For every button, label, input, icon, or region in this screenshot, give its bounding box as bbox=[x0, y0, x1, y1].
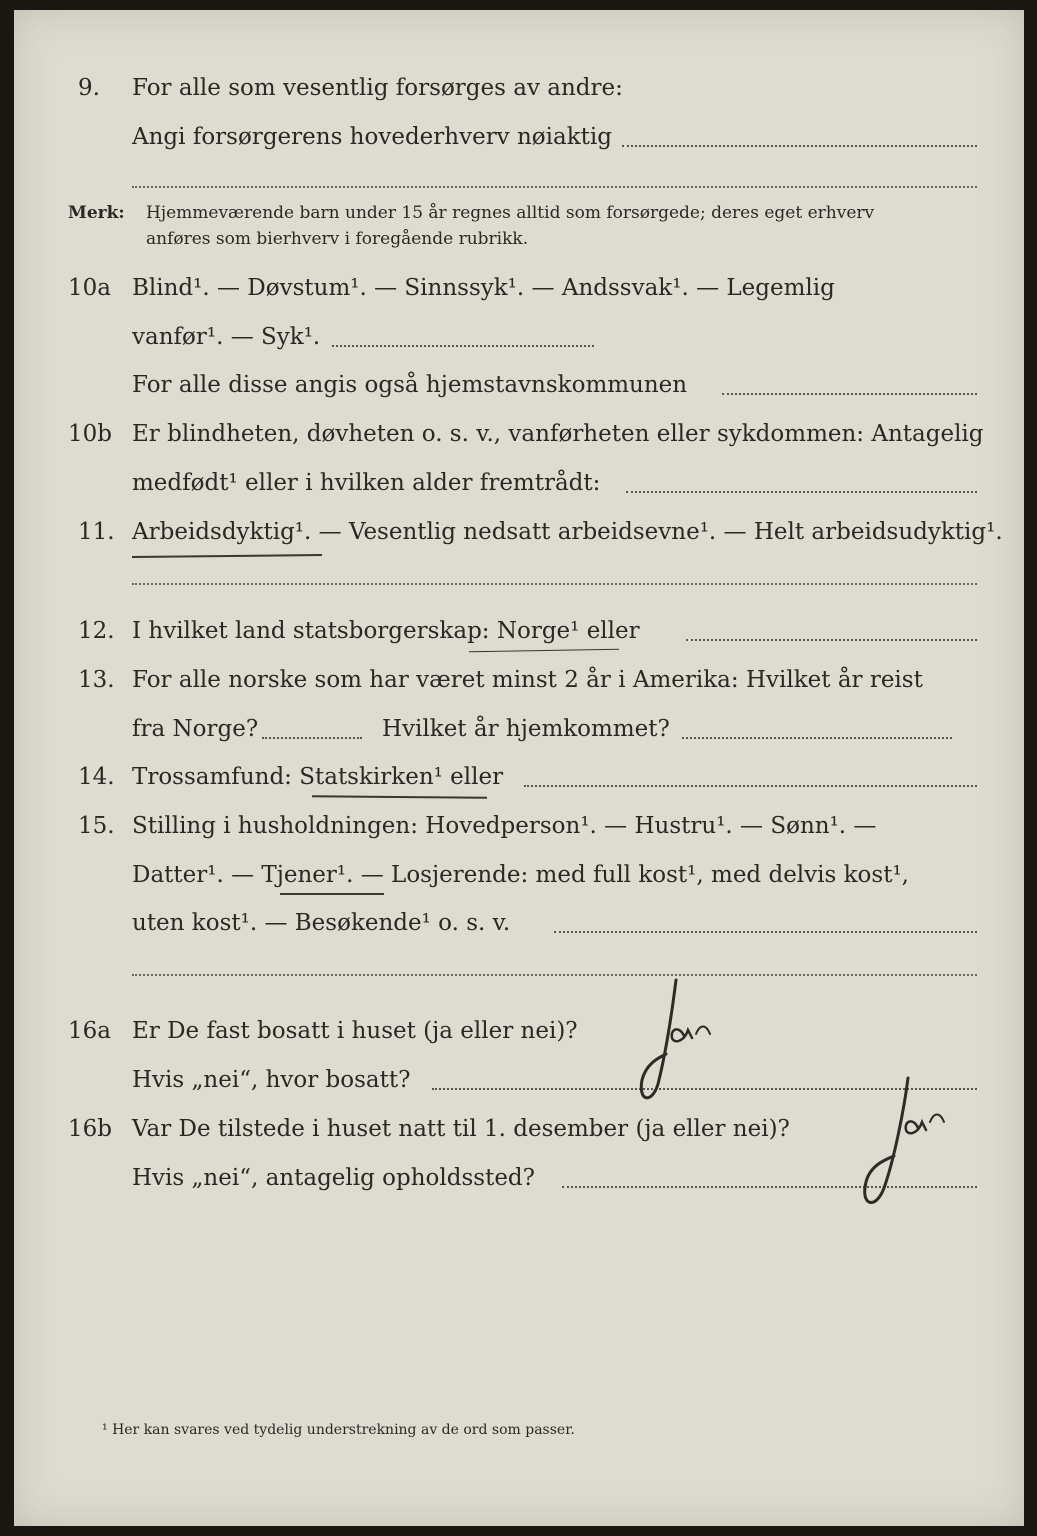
q10b-text2: medfødt¹ eller i hvilken alder fremtrådt: bbox=[132, 470, 601, 496]
q13-return-year-field[interactable] bbox=[682, 737, 952, 739]
q9-occupation-label: Angi forsørgerens hovederhverv nøiaktig bbox=[132, 124, 612, 150]
q10a-sick-field[interactable] bbox=[332, 345, 594, 347]
q16b-handwritten-answer bbox=[834, 1070, 964, 1220]
q11-handwritten-underline bbox=[132, 554, 322, 558]
merk-label: Merk: bbox=[68, 203, 125, 223]
q10a-number: 10a bbox=[68, 275, 111, 301]
footnote: ¹ Her kan svares ved tydelig understrekning av de ord som passer. bbox=[102, 1422, 575, 1438]
q11-text: Arbeidsdyktig¹. — Vesentlig nedsatt arbeidsevne¹. — Helt arbeidsudyktig¹. bbox=[132, 519, 1003, 545]
q11-extra-line[interactable] bbox=[132, 583, 977, 585]
q13-number: 13. bbox=[78, 667, 115, 693]
q15-extra-line[interactable] bbox=[132, 974, 977, 976]
q16b-number: 16b bbox=[68, 1116, 112, 1142]
q10a-text2: vanfør¹. — Syk¹. bbox=[132, 324, 321, 350]
q10a-text1: Blind¹. — Døvstum¹. — Sinnssyk¹. — Andssvak¹. — Legemlig bbox=[132, 275, 835, 301]
q12-text: I hvilket land statsborgerskap: Norge¹ eller bbox=[132, 618, 640, 644]
q9-occupation-field[interactable] bbox=[622, 145, 977, 147]
merk-text2: anføres som bierhverv i foregående rubrikk. bbox=[146, 229, 529, 249]
q13-text1: For alle norske som har været minst 2 år i Amerika: Hvilket år reist bbox=[132, 667, 923, 693]
q16a-text1: Er De fast bosatt i huset (ja eller nei)? bbox=[132, 1018, 578, 1044]
q9-text: For alle som vesentlig forsørges av andre: bbox=[132, 75, 623, 101]
q16b-text1: Var De tilstede i huset natt til 1. desember (ja eller nei)? bbox=[132, 1116, 790, 1142]
q16a-answer-text bbox=[664, 1015, 724, 1045]
q13-text2a: fra Norge? bbox=[132, 716, 259, 742]
q9-number: 9. bbox=[78, 75, 100, 101]
q12-country-field[interactable] bbox=[686, 639, 977, 641]
q13-handwritten-mark bbox=[469, 649, 619, 653]
q14-text: Trossamfund: Statskirken¹ eller bbox=[132, 764, 504, 790]
q10b-text1: Er blindheten, døvheten o. s. v., vanførheten eller sykdommen: Antagelig bbox=[132, 421, 984, 447]
q10a-text3: For alle disse angis også hjemstavnskommunen bbox=[132, 372, 688, 398]
merk-text1: Hjemmeværende barn under 15 år regnes alltid som forsørgede; deres eget erhverv bbox=[146, 203, 875, 223]
q13-departure-year-field[interactable] bbox=[262, 737, 362, 739]
q14-number: 14. bbox=[78, 764, 115, 790]
q12-number: 12. bbox=[78, 618, 115, 644]
q15-text3: uten kost¹. — Besøkende¹ o. s. v. bbox=[132, 910, 511, 936]
q13-text2b: Hvilket år hjemkommet? bbox=[382, 716, 670, 742]
census-form-page bbox=[14, 10, 1024, 1526]
q16a-text2: Hvis „nei“, hvor bosatt? bbox=[132, 1067, 411, 1093]
q14-religion-field[interactable] bbox=[524, 785, 977, 787]
q15-text2: Datter¹. — Tjener¹. — Losjerende: med full kost¹, med delvis kost¹, bbox=[132, 862, 909, 888]
q10a-municipality-field[interactable] bbox=[722, 393, 977, 395]
q15-visitor-field[interactable] bbox=[554, 931, 977, 933]
q16b-text2: Hvis „nei“, antagelig opholdssted? bbox=[132, 1165, 535, 1191]
q9-extra-line[interactable] bbox=[132, 186, 977, 188]
q15-text1: Stilling i husholdningen: Hovedperson¹. — Hustru¹. — Sønn¹. — bbox=[132, 813, 877, 839]
q15-handwritten-underline bbox=[280, 893, 384, 895]
q15-number: 15. bbox=[78, 813, 115, 839]
q14-handwritten-underline bbox=[312, 795, 487, 799]
q11-number: 11. bbox=[78, 519, 115, 545]
q16a-number: 16a bbox=[68, 1018, 111, 1044]
q10b-number: 10b bbox=[68, 421, 112, 447]
q10b-age-field[interactable] bbox=[626, 491, 977, 493]
